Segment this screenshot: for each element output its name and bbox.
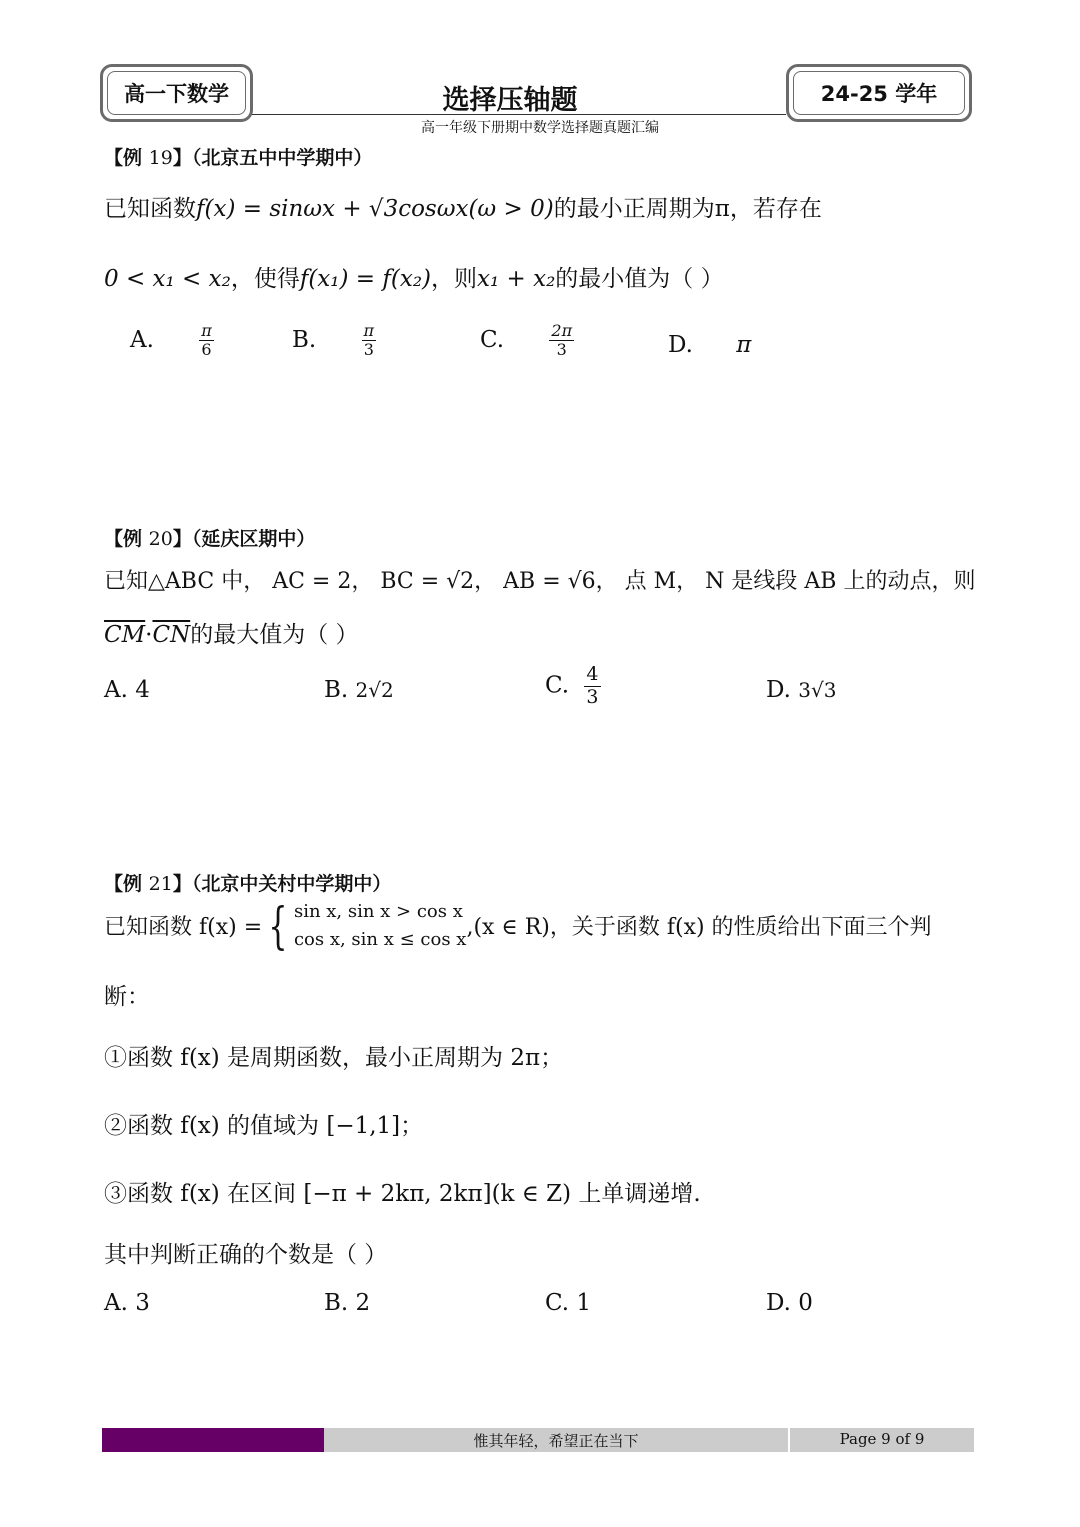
option-letter: B. [324,677,349,703]
example-label-open: 【例 [104,147,149,169]
example-number: 19 [148,147,173,169]
numerator: 2π [551,321,573,340]
example-19-option-a [130,322,214,360]
statement-2: ②函数 f(x) 的值域为 [−1,1]； [104,1113,424,1139]
option-letter: C. [545,672,570,699]
example-21-option-d [766,1290,813,1316]
option-value: 3 [135,1290,150,1316]
cases [294,898,467,954]
example-label-close: 】 [172,147,192,169]
text: ，则 [431,266,478,292]
text: 的最小正周期为π，若存在 [553,196,822,222]
text: 已知函数 f(x) = [104,915,263,941]
example-21-option-b [324,1290,370,1316]
example-20-option-d [766,677,836,703]
option-value: 3√3 [798,678,837,702]
course-label-box [100,64,253,122]
option-letter: A. [130,326,154,353]
text: 的最大值为（ ） [190,622,359,648]
page-subtitle: 高一年级下册期中数学选择题真题汇编 [421,120,659,136]
example-21-option-c [545,1290,591,1316]
denominator: 3 [363,340,374,360]
option-letter: D. [766,1290,791,1316]
course-label: 高一下数学 [107,71,246,115]
text: 已知函数 [104,196,196,222]
option-letter: A. [104,677,128,703]
dot-operator: · [145,622,153,648]
option-letter: C. [480,326,505,353]
example-source: （北京中关村中学期中） [191,873,392,895]
option-value: 2√2 [355,678,394,702]
year-label: 24-25 学年 [793,71,965,115]
example-19-line-2 [104,260,724,293]
numerator: π [201,321,212,340]
vector-cn: $\overline{CN}$ [152,622,191,648]
example-20-option-c [545,664,601,709]
example-label-open: 【例 [104,873,149,895]
option-fraction [362,322,377,360]
example-number: 21 [148,873,173,895]
option-letter: C. [545,1290,570,1316]
option-letter: B. [324,1290,349,1316]
option-fraction [199,322,214,360]
option-value: 4 [135,677,150,703]
case-2: cos x, sin x ≤ cos x [293,928,467,950]
example-20-option-a [104,677,150,703]
formula: f(x₁) = f(x₂) [299,266,432,292]
example-number: 20 [148,528,173,550]
footer-motto: 惟其年轻，希望正在当下 [473,1432,639,1450]
header-rule [252,114,786,115]
example-20-option-b [324,677,394,703]
example-20-heading [104,524,315,551]
example-19-option-d [668,332,751,358]
denominator: 6 [201,340,212,360]
option-value: 2 [355,1290,371,1316]
piecewise-definition [262,898,466,954]
year-label-box [786,64,972,122]
option-value: 0 [798,1290,813,1316]
example-20-line-1: 已知△ABC 中， AC = 2， BC = √2， AB = √6， 点 M， N 是线段 AB 上的动点，则 [104,569,976,594]
numerator: 4 [586,663,599,685]
case-1: sin x, sin x > cos x [293,901,463,922]
option-letter: A. [104,1290,128,1316]
option-fraction [584,664,600,709]
numerator: π [363,321,375,340]
example-19-option-b [292,322,376,360]
option-letter: D. [766,677,791,703]
text: 的最小值为（ ） [555,266,724,292]
formula: x₁ + x₂ [477,266,556,292]
example-19-line-1 [104,190,822,223]
page-title: 选择压轴题 [442,85,578,116]
denominator: 3 [586,685,599,708]
example-21-line-1 [104,898,932,954]
vector-cm: $\overline{CM}$ [104,622,146,648]
option-fraction [549,322,574,360]
statement-1: ①函数 f(x) 是周期函数，最小正周期为 2π； [104,1045,564,1071]
example-21-option-a [104,1290,150,1316]
formula: f(x) = sinωx + √3cosωx(ω > 0) [196,196,554,222]
example-source: （延庆区期中） [191,528,316,550]
footer-accent [102,1428,324,1452]
denominator: 3 [556,340,567,360]
example-source: （北京五中中学期中） [191,147,373,169]
example-label-close: 】 [172,528,192,550]
example-21-question: 其中判断正确的个数是（ ） [104,1242,388,1268]
example-21-heading [104,869,391,896]
footer-bar [102,1428,974,1452]
statement-3: ③函数 f(x) 在区间 [−π + 2kπ, 2kπ](k ∈ Z) 上单调递增. [104,1181,701,1207]
example-19-heading [104,143,372,170]
option-letter: B. [292,326,317,353]
left-brace: { [268,896,288,955]
text: ，使得 [230,266,300,292]
formula: 0 < x₁ < x₂ [104,266,231,292]
option-value: π [736,332,752,358]
example-label-open: 【例 [104,528,149,550]
option-letter: D. [668,332,693,358]
example-19-option-c [480,322,574,360]
example-20-line-2 [104,616,359,649]
option-value: 1 [576,1290,592,1316]
text: ,(x ∈ R)，关于函数 f(x) 的性质给出下面三个判 [466,915,932,941]
example-21-line-2: 断： [104,984,150,1010]
example-label-close: 】 [172,873,192,895]
page-number: Page 9 of 9 [839,1430,925,1448]
